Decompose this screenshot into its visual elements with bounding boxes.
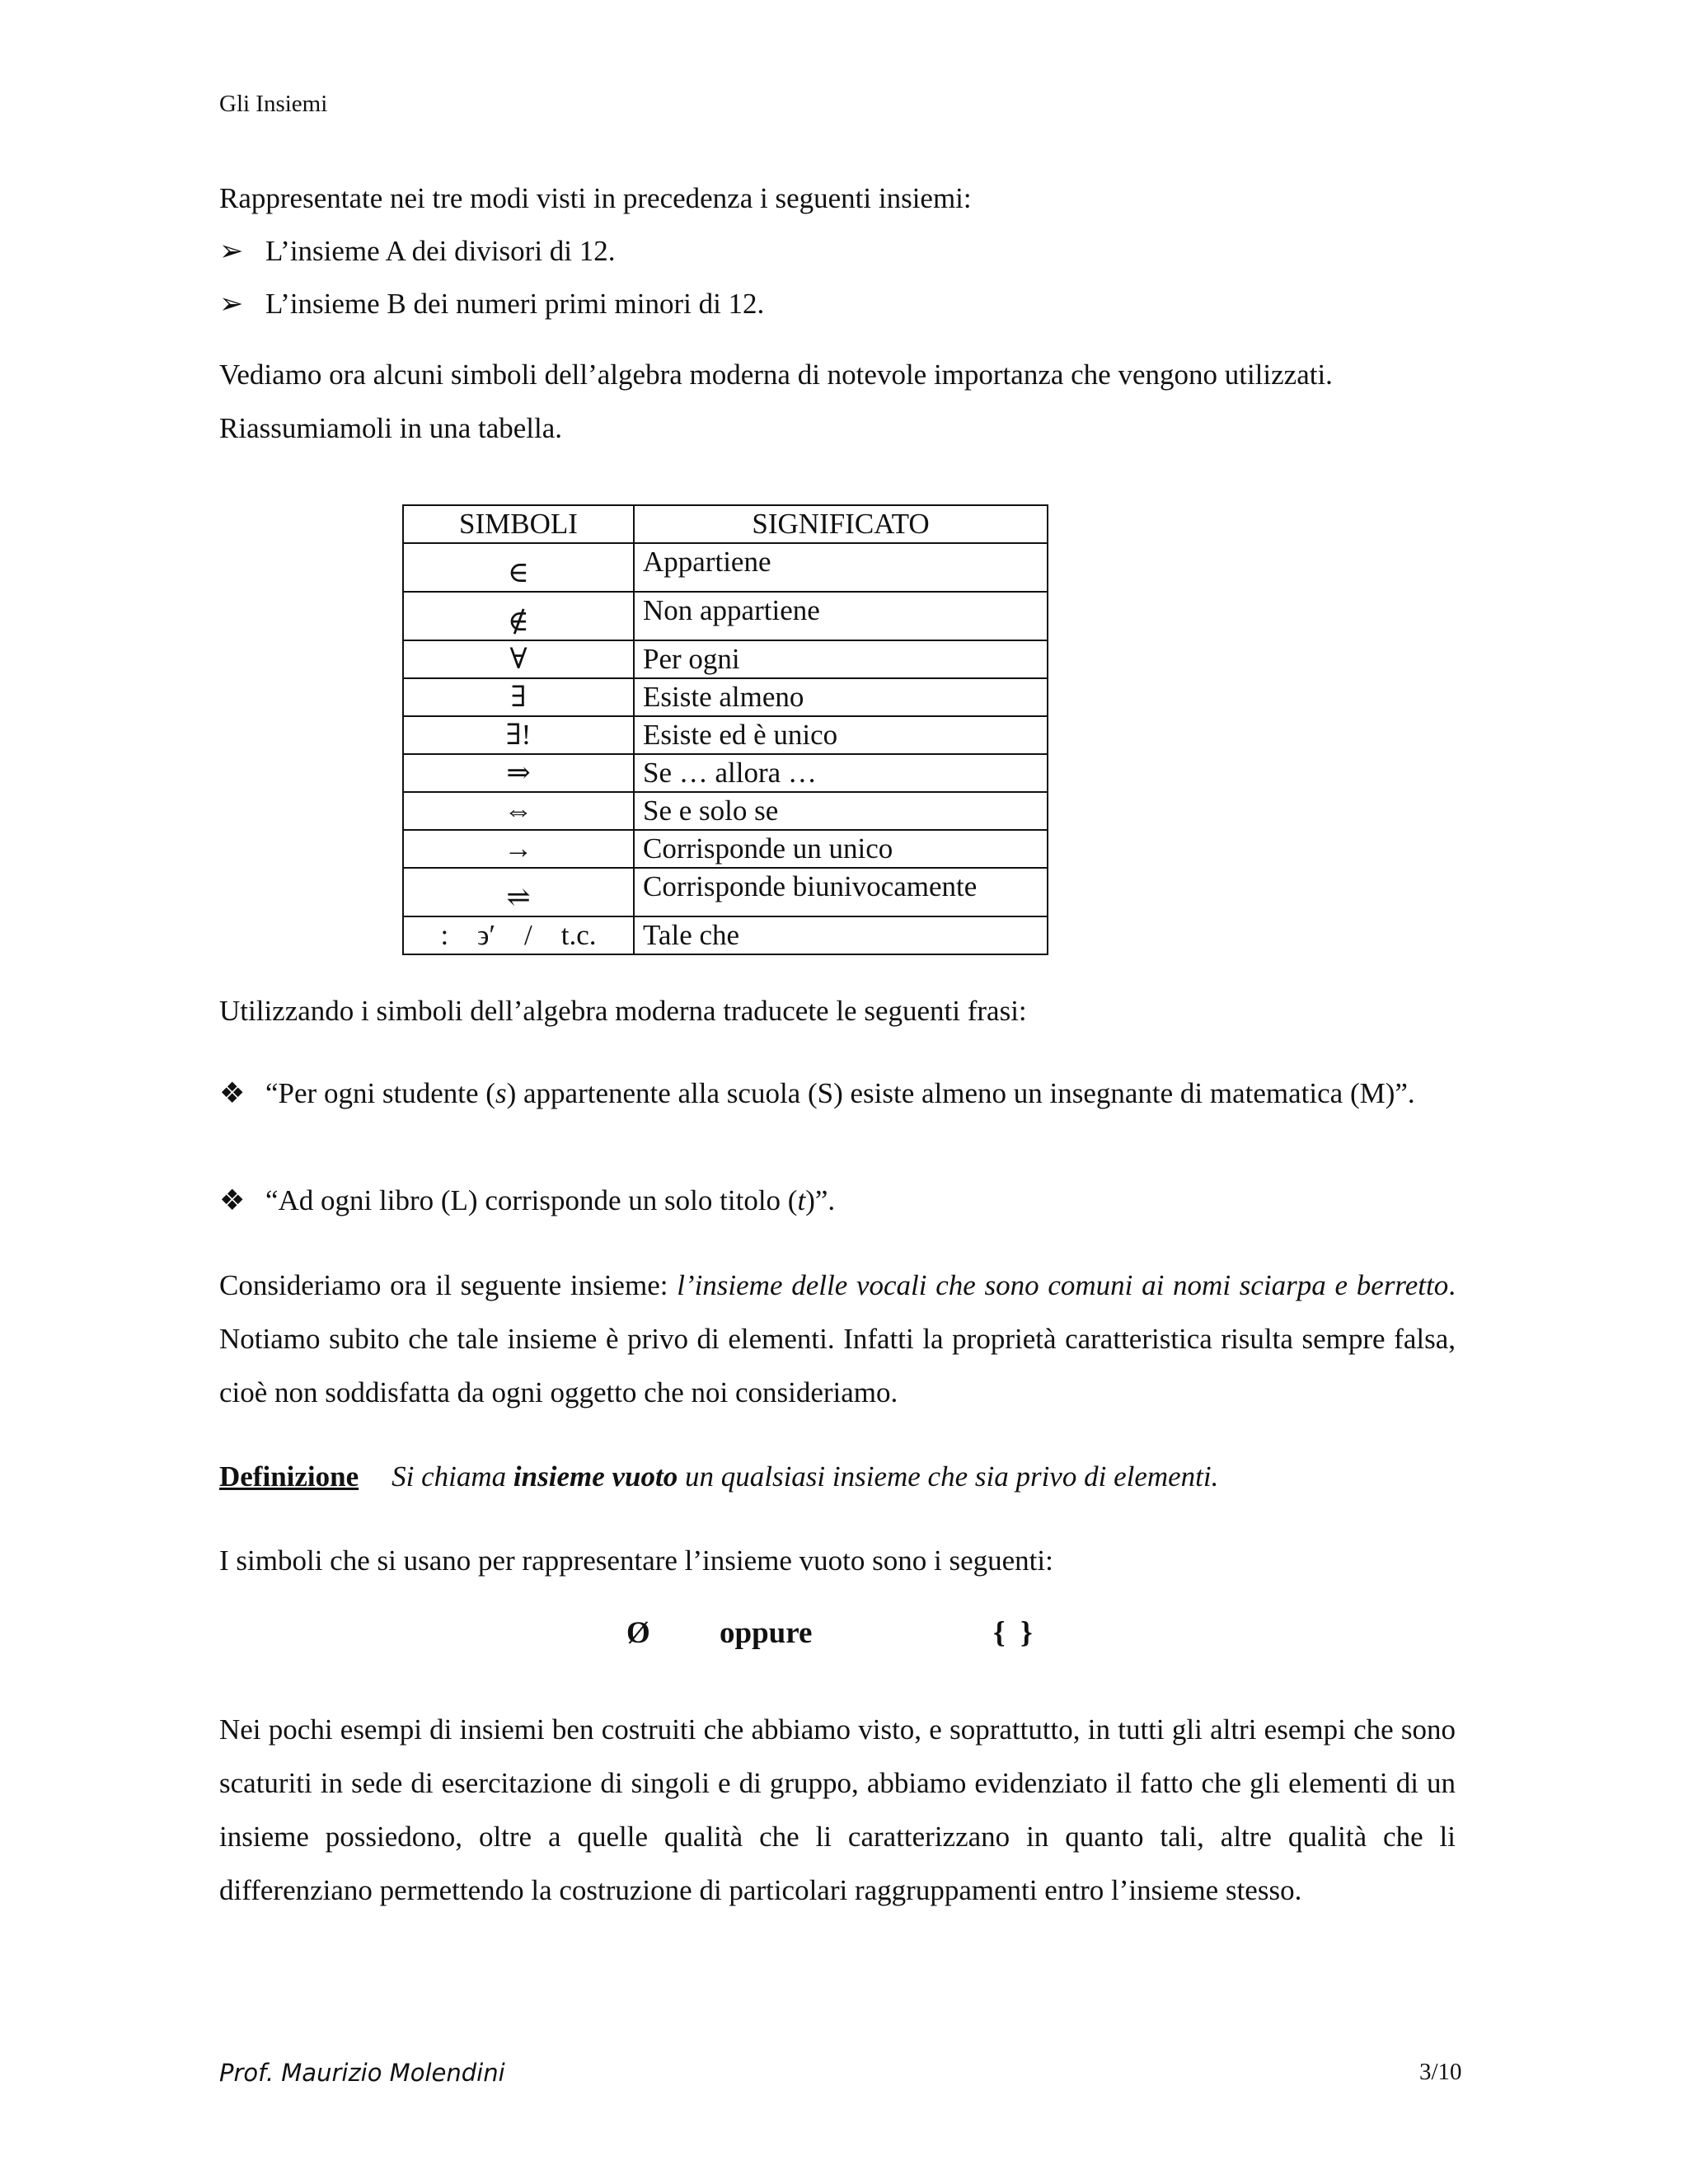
intro-paragraph: Rappresentate nei tre modi visti in precedenza i seguenti insiemi: — [219, 182, 972, 214]
table-row — [403, 592, 1048, 640]
symbols-intro-paragraph — [219, 348, 1456, 455]
symbol-cell: ⇔ — [403, 792, 634, 830]
meaning-cell: Corrisponde biunivocamente — [634, 868, 1048, 916]
symbols-intro-line: Riassumiamoli in una tabella. — [219, 412, 563, 444]
table-row — [403, 678, 1048, 716]
table-row — [403, 830, 1048, 868]
meaning-cell: Appartiene — [634, 543, 1048, 592]
page-number: 3/10 — [1419, 2059, 1462, 2085]
footer-author: Prof. Maurizio Molendini — [219, 2059, 505, 2087]
page-header: Gli Insiemi — [219, 91, 328, 117]
table-row — [403, 868, 1048, 916]
symbol-cell: → — [403, 830, 634, 868]
meaning-cell: Se e solo se — [634, 792, 1048, 830]
list-item-text: L’insieme B dei numeri primi minori di 12. — [265, 288, 765, 320]
symbol-cell: ∈ — [403, 543, 634, 592]
table-row — [403, 716, 1048, 754]
symbol-cell: ∉ — [403, 592, 634, 640]
arrow-bullet-icon: ➢ — [219, 235, 244, 267]
translate-paragraph: Utilizzando i simboli dell’algebra moderna traducete le seguenti frasi: — [219, 995, 1027, 1027]
conclusion-paragraph: Nei pochi esempi di insiemi ben costruiti che abbiamo visto, e soprattutto, in tutti gli altri esempi che sono scaturiti in sede di esercitazione di singoli e di gruppo, abbiamo evidenziato il fatto che gli elementi di un insieme possiedono, oltre a quelle qualità che li caratterizzano in quanto tali, altre qualità che li differenziano permettendo la costruzione di particolari raggruppamenti entro l’insieme stesso. — [219, 1713, 1456, 1906]
empty-braces-symbol: { } — [993, 1616, 1033, 1650]
symbol-cell: : ϶′ / t.c. — [403, 916, 634, 954]
meaning-cell: Per ogni — [634, 640, 1048, 678]
table-header-cell: SIMBOLI — [403, 505, 634, 543]
table-header-cell: SIGNIFICATO — [634, 505, 1048, 543]
meaning-cell: Corrisponde un unico — [634, 830, 1048, 868]
symbols-intro-line: Vediamo ora alcuni simboli dell’algebra moderna di notevole importanza che vengono utilizzati. — [219, 359, 1333, 391]
symbol-cell: ⇒ — [403, 754, 634, 792]
diamond-bullet-icon: ❖ — [219, 1077, 246, 1109]
variable: s — [495, 1077, 507, 1109]
symbol-cell: ⇌ — [403, 868, 634, 916]
meaning-cell: Esiste almeno — [634, 678, 1048, 716]
list-item — [219, 277, 764, 330]
empty-set-intro: I simboli che si usano per rappresentare l’insieme vuoto sono i seguenti: — [219, 1544, 1053, 1577]
italic-phrase: l’insieme delle vocali che sono comuni ai nomi sciarpa e berretto — [677, 1269, 1449, 1301]
consider-paragraph: Consideriamo ora il seguente insieme: l’insieme delle vocali che sono comuni ai nomi sciarpa e berretto. Notiamo subito che tale insieme è privo di elementi. Infatti la proprietà caratteristica risulta sempre falsa, cioè non soddisfatta da ogni oggetto che noi consideriamo. — [219, 1269, 1456, 1408]
meaning-cell: Tale che — [634, 916, 1048, 954]
arrow-bullet-icon: ➢ — [219, 288, 244, 320]
symbol-cell: ∃! — [403, 716, 634, 754]
list-item — [219, 224, 616, 278]
list-item-text: “Ad ogni libro (L) corrisponde un solo titolo (t)”. — [265, 1184, 836, 1216]
table-row — [403, 640, 1048, 678]
symbol-cell: ∃ — [403, 678, 634, 716]
meaning-cell: Esiste ed è unico — [634, 716, 1048, 754]
symbol-cell: ∀ — [403, 640, 634, 678]
table-row — [403, 543, 1048, 592]
list-item — [219, 1174, 1456, 1227]
table-row — [403, 916, 1048, 954]
definition-label: Definizione — [219, 1460, 359, 1493]
list-item-text: “Per ogni studente (s) appartenente alla scuola (S) esiste almeno un insegnante di matematica (M)”. — [265, 1077, 1415, 1109]
definition-paragraph — [219, 1450, 1456, 1503]
meaning-cell: Se … allora … — [634, 754, 1048, 792]
list-item — [219, 1066, 1456, 1120]
meaning-cell: Non appartiene — [634, 592, 1048, 640]
table-row — [403, 792, 1048, 830]
list-item-text: L’insieme A dei divisori di 12. — [265, 235, 616, 267]
empty-set-connector: oppure — [720, 1616, 813, 1650]
variable: t — [797, 1184, 806, 1216]
diamond-bullet-icon: ❖ — [219, 1184, 246, 1216]
symbols-table — [402, 504, 1048, 955]
table-row — [403, 754, 1048, 792]
definition-text: Si chiama insieme vuoto un qualsiasi insieme che sia privo di elementi. — [392, 1460, 1219, 1493]
table-header-row — [403, 505, 1048, 543]
empty-set-symbol: Ø — [626, 1616, 650, 1650]
